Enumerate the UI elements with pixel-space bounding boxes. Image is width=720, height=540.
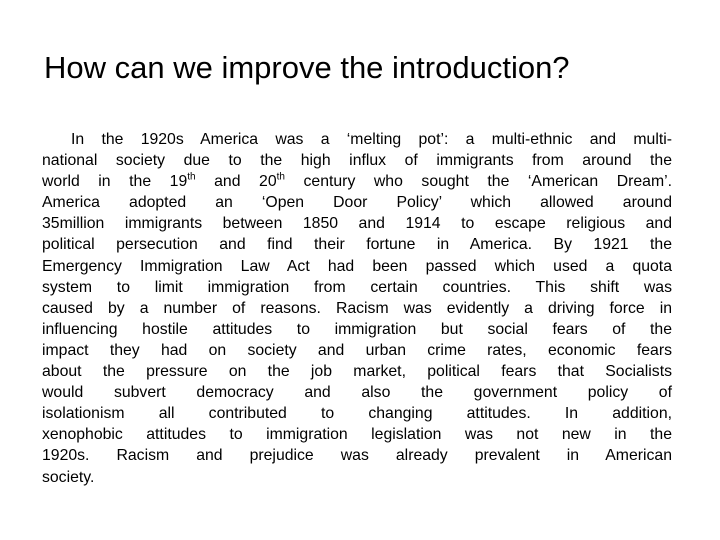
paragraph-line: America adopted an ‘Open Door Policy’ which allowed around: [42, 194, 672, 212]
slide-title: How can we improve the introduction?: [44, 50, 570, 85]
slide-body-paragraph: [42, 129, 672, 488]
line-segment: century who sought the ‘American Dream’.: [284, 173, 673, 191]
paragraph-line: society.: [42, 468, 95, 486]
line-segment: world in the 19: [42, 173, 188, 191]
paragraph-line: [42, 171, 672, 192]
paragraph-line: political persecution and find their fortune in America. By 1921 the: [42, 236, 672, 254]
paragraph-line: caused by a number of reasons. Racism was evidently a driving force in: [42, 299, 672, 317]
paragraph-line: isolationism all contributed to changing attitudes. In addition,: [42, 405, 672, 423]
paragraph-line: influencing hostile attitudes to immigration but social fears of the: [42, 320, 672, 338]
paragraph-line: In the 1920s America was a ‘melting pot’: a multi-ethnic and multi-: [71, 131, 672, 148]
paragraph-line: 1920s. Racism and prejudice was already prevalent in American: [42, 447, 672, 465]
paragraph-line: 35million immigrants between 1850 and 1914 to escape religious and: [42, 215, 672, 233]
paragraph-line: national society due to the high influx of immigrants from around the: [42, 152, 672, 170]
paragraph-line: system to limit immigration from certain countries. This shift was: [42, 278, 672, 296]
paragraph-line: impact they had on society and urban crime rates, economic fears: [42, 341, 672, 359]
ordinal-suffix: th: [187, 171, 196, 183]
paragraph-line: about the pressure on the job market, political fears that Socialists: [42, 363, 672, 381]
ordinal-suffix: th: [276, 171, 285, 183]
paragraph-line: Emergency Immigration Law Act had been passed which used a quota: [42, 257, 672, 275]
paragraph-line: xenophobic attitudes to immigration legislation was not new in the: [42, 426, 672, 444]
line-segment: and 20: [195, 173, 277, 191]
paragraph-line: would subvert democracy and also the government policy of: [42, 384, 672, 402]
